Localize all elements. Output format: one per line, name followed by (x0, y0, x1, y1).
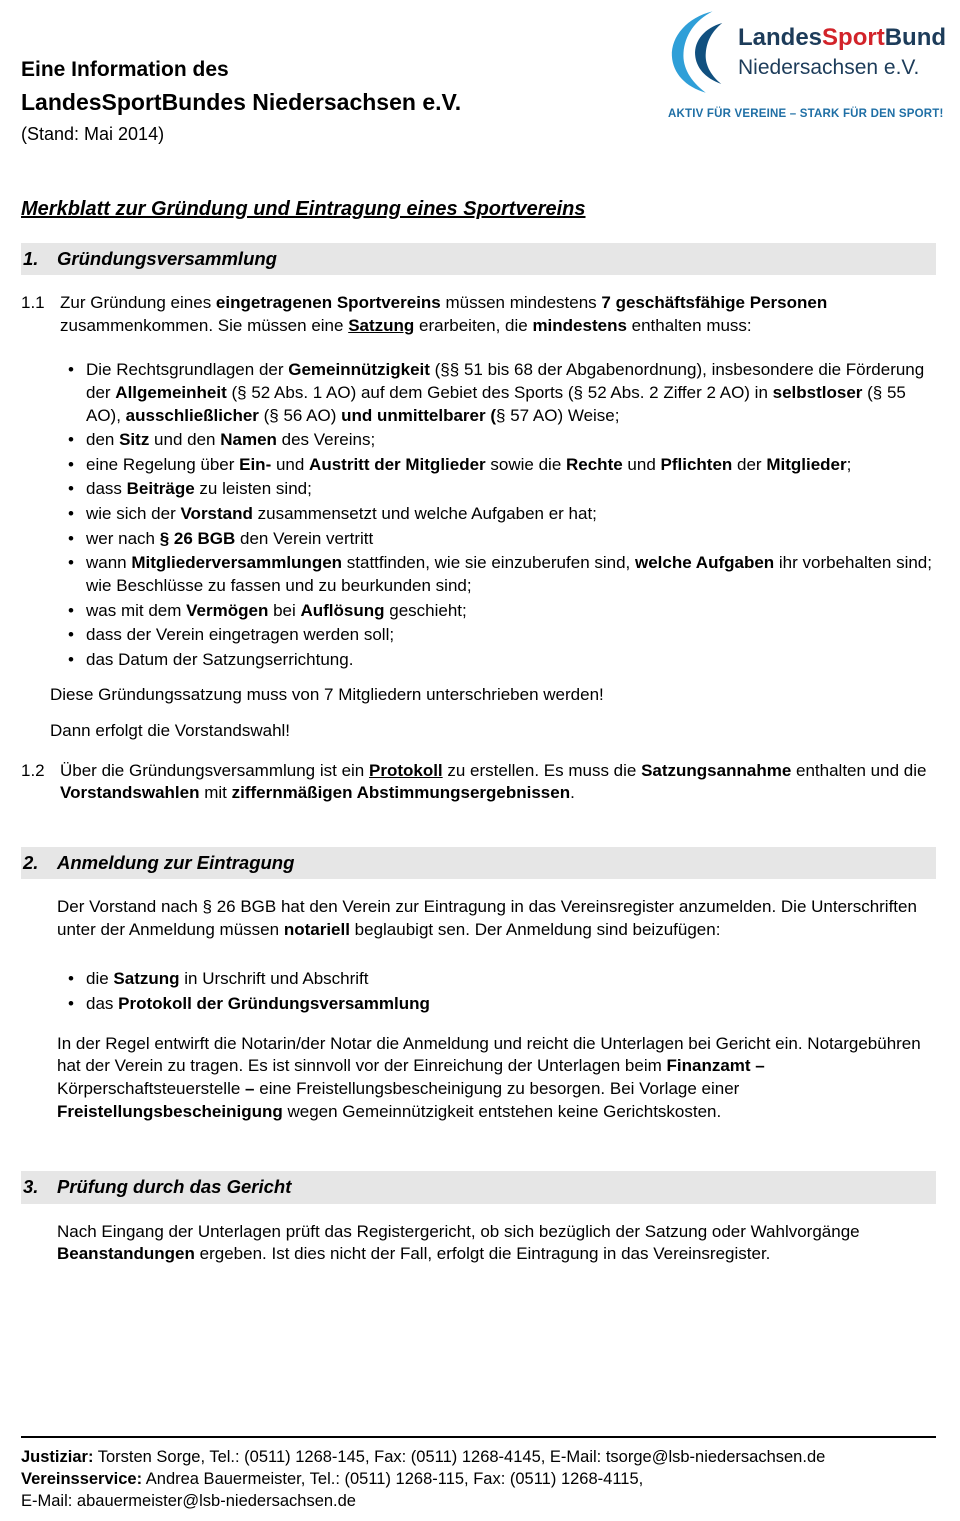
paragraph-1-2-body: Über die Gründungsversammlung ist ein Protokoll zu erstellen. Es muss die Satzungsannahme enthalten und die Vorstandswahlen mit ziffernmäßigen Abstimmungsergebnissen. (60, 760, 927, 803)
section-1-heading-label: Gründungsversammlung (57, 247, 277, 269)
section-2-heading-label: Anmeldung zur Eintragung (57, 851, 295, 873)
logo-word-landes: Landes (738, 23, 823, 51)
list-item: • dass der Verein eingetragen werden soll; (67, 624, 936, 647)
satzung-requirements-list (67, 359, 936, 671)
lsb-logo (668, 10, 947, 122)
section-3-body: Nach Eingang der Unterlagen prüft das Registergericht, ob sich bezüglich der Satzung oder Wahlvorgänge Beanstandungen ergeben. Ist dies nicht der Fall, erfolgt die Eintragung in das Vereinsregister. (57, 1221, 860, 1264)
paragraph-1-1 (21, 292, 936, 337)
lsb-logo-top (668, 10, 947, 94)
logo-word-sport: Sport (822, 23, 885, 51)
document-title (21, 196, 936, 223)
list-item: • dass Beiträge zu leisten sind; (67, 478, 936, 501)
note-vorstandswahl: Dann erfolgt die Vorstandswahl! (50, 720, 291, 740)
document-footer (21, 1436, 936, 1513)
logo-tagline: AKTIV FÜR VEREINE – STARK FÜR DEN SPORT! (668, 108, 944, 120)
list-item: • eine Regelung über Ein- und Austritt der Mitglieder sowie die Rechte und Pflichten der Mitglieder; (67, 454, 936, 477)
attachments-list (67, 968, 936, 1016)
lsb-swoosh-icon (668, 10, 730, 94)
section-2-intro: Der Vorstand nach § 26 BGB hat den Verein zur Eintragung in das Vereinsregister anzumelden. Die Unterschriften unter der Anmeldung müssen notariell beglaubigt sen. Der Anmeldung sind beizufügen: (57, 897, 917, 939)
list-item: • was mit dem Vermögen bei Auflösung geschieht; (67, 600, 936, 623)
header-date-line: (Stand: Mai 2014) (21, 123, 165, 144)
list-item: • wer nach § 26 BGB den Verein vertritt (67, 528, 936, 551)
footer-contact-vereinsservice: Vereinsservice: Andrea Bauermeister, Tel.: (0511) 1268-115, Fax: (0511) 1268-4115, (21, 1470, 644, 1489)
note-signatures: Diese Gründungssatzung muss von 7 Mitgliedern unterschrieben werden! (50, 685, 604, 705)
list-item: • Die Rechtsgrundlagen der Gemeinnützigkeit (§§ 51 bis 68 der Abgabenordnung), insbesondere die Förderung der Allgemeinheit (§ 52 Abs. 1 AO) auf dem Gebiet des Sports (§ 52 Abs. 2 Ziffer 2 AO) in selbstloser (§ 55 AO), ausschließlicher (§ 56 AO) und unmittelbarer (§ 57 AO) Weise; (67, 359, 936, 427)
logo-subtitle: Niedersachsen e.V. (738, 56, 920, 80)
list-item: • die Satzung in Urschrift und Abschrift (67, 968, 936, 991)
list-item: • wie sich der Vorstand zusammensetzt und welche Aufgaben er hat; (67, 503, 936, 526)
section-2-heading (21, 847, 936, 880)
footer-divider (21, 1436, 936, 1438)
section-3-heading-label: Prüfung durch das Gericht (57, 1176, 292, 1198)
section-3-number: 3. (23, 1176, 39, 1198)
paragraph-1-2 (21, 760, 936, 805)
section-1-heading (21, 243, 936, 276)
header-info-line-2: LandesSportBundes Niedersachsen e.V. (21, 88, 462, 115)
section-1-number: 1. (23, 247, 39, 269)
footer-contact-justiziar: Justiziar: Torsten Sorge, Tel.: (0511) 1268-145, Fax: (0511) 1268-4145, E-Mail: tsorge@lsb-niedersachsen.de (21, 1448, 826, 1467)
logo-word-bund: Bund (884, 23, 947, 51)
list-item: • wann Mitgliederversammlungen stattfinden, wie sie einzuberufen sind, welche Aufgaben ihr vorbehalten sind; wie Beschlüsse zu fassen und zu beurkunden sind; (67, 552, 936, 597)
paragraph-1-1-body: Zur Gründung eines eingetragenen Sportvereins müssen mindestens 7 geschäftsfähige Personen zusammenkommen. Sie müssen eine Satzung erarbeiten, die mindestens enthalten muss: (60, 293, 828, 335)
paragraph-1-2-label: 1.2 (21, 760, 45, 780)
list-item: • das Protokoll der Gründungsversammlung (67, 993, 936, 1016)
section-2-number: 2. (23, 851, 39, 873)
lsb-logo-text (738, 22, 946, 83)
document-title-text: Merkblatt zur Gründung und Eintragung eines Sportvereins (21, 198, 586, 220)
section-3-heading (21, 1171, 936, 1204)
list-item: • den Sitz und den Namen des Vereins; (67, 429, 936, 452)
header-info-line-1: Eine Information des (21, 58, 229, 81)
document-header (21, 23, 947, 164)
footer-contact-email: E-Mail: abauermeister@lsb-niedersachsen.de (21, 1492, 356, 1511)
logo-wordmark (738, 22, 946, 54)
list-item: • das Datum der Satzungserrichtung. (67, 649, 936, 672)
paragraph-1-1-label: 1.1 (21, 293, 45, 313)
section-2-outro: In der Regel entwirft die Notarin/der Notar die Anmeldung und reicht die Unterlagen bei Gericht ein. Notargebühren hat der Verein zu tragen. Es ist sinnvoll vor der Einreichung der Unterlagen beim Finanzamt – Körperschaftsteuerstelle – eine Freistellungsbescheinigung zu besorgen. Bei Vorlage einer Freistellungsbescheinigung wegen Gemeinnützigkeit entstehen keine Gerichtskosten. (57, 1033, 921, 1121)
